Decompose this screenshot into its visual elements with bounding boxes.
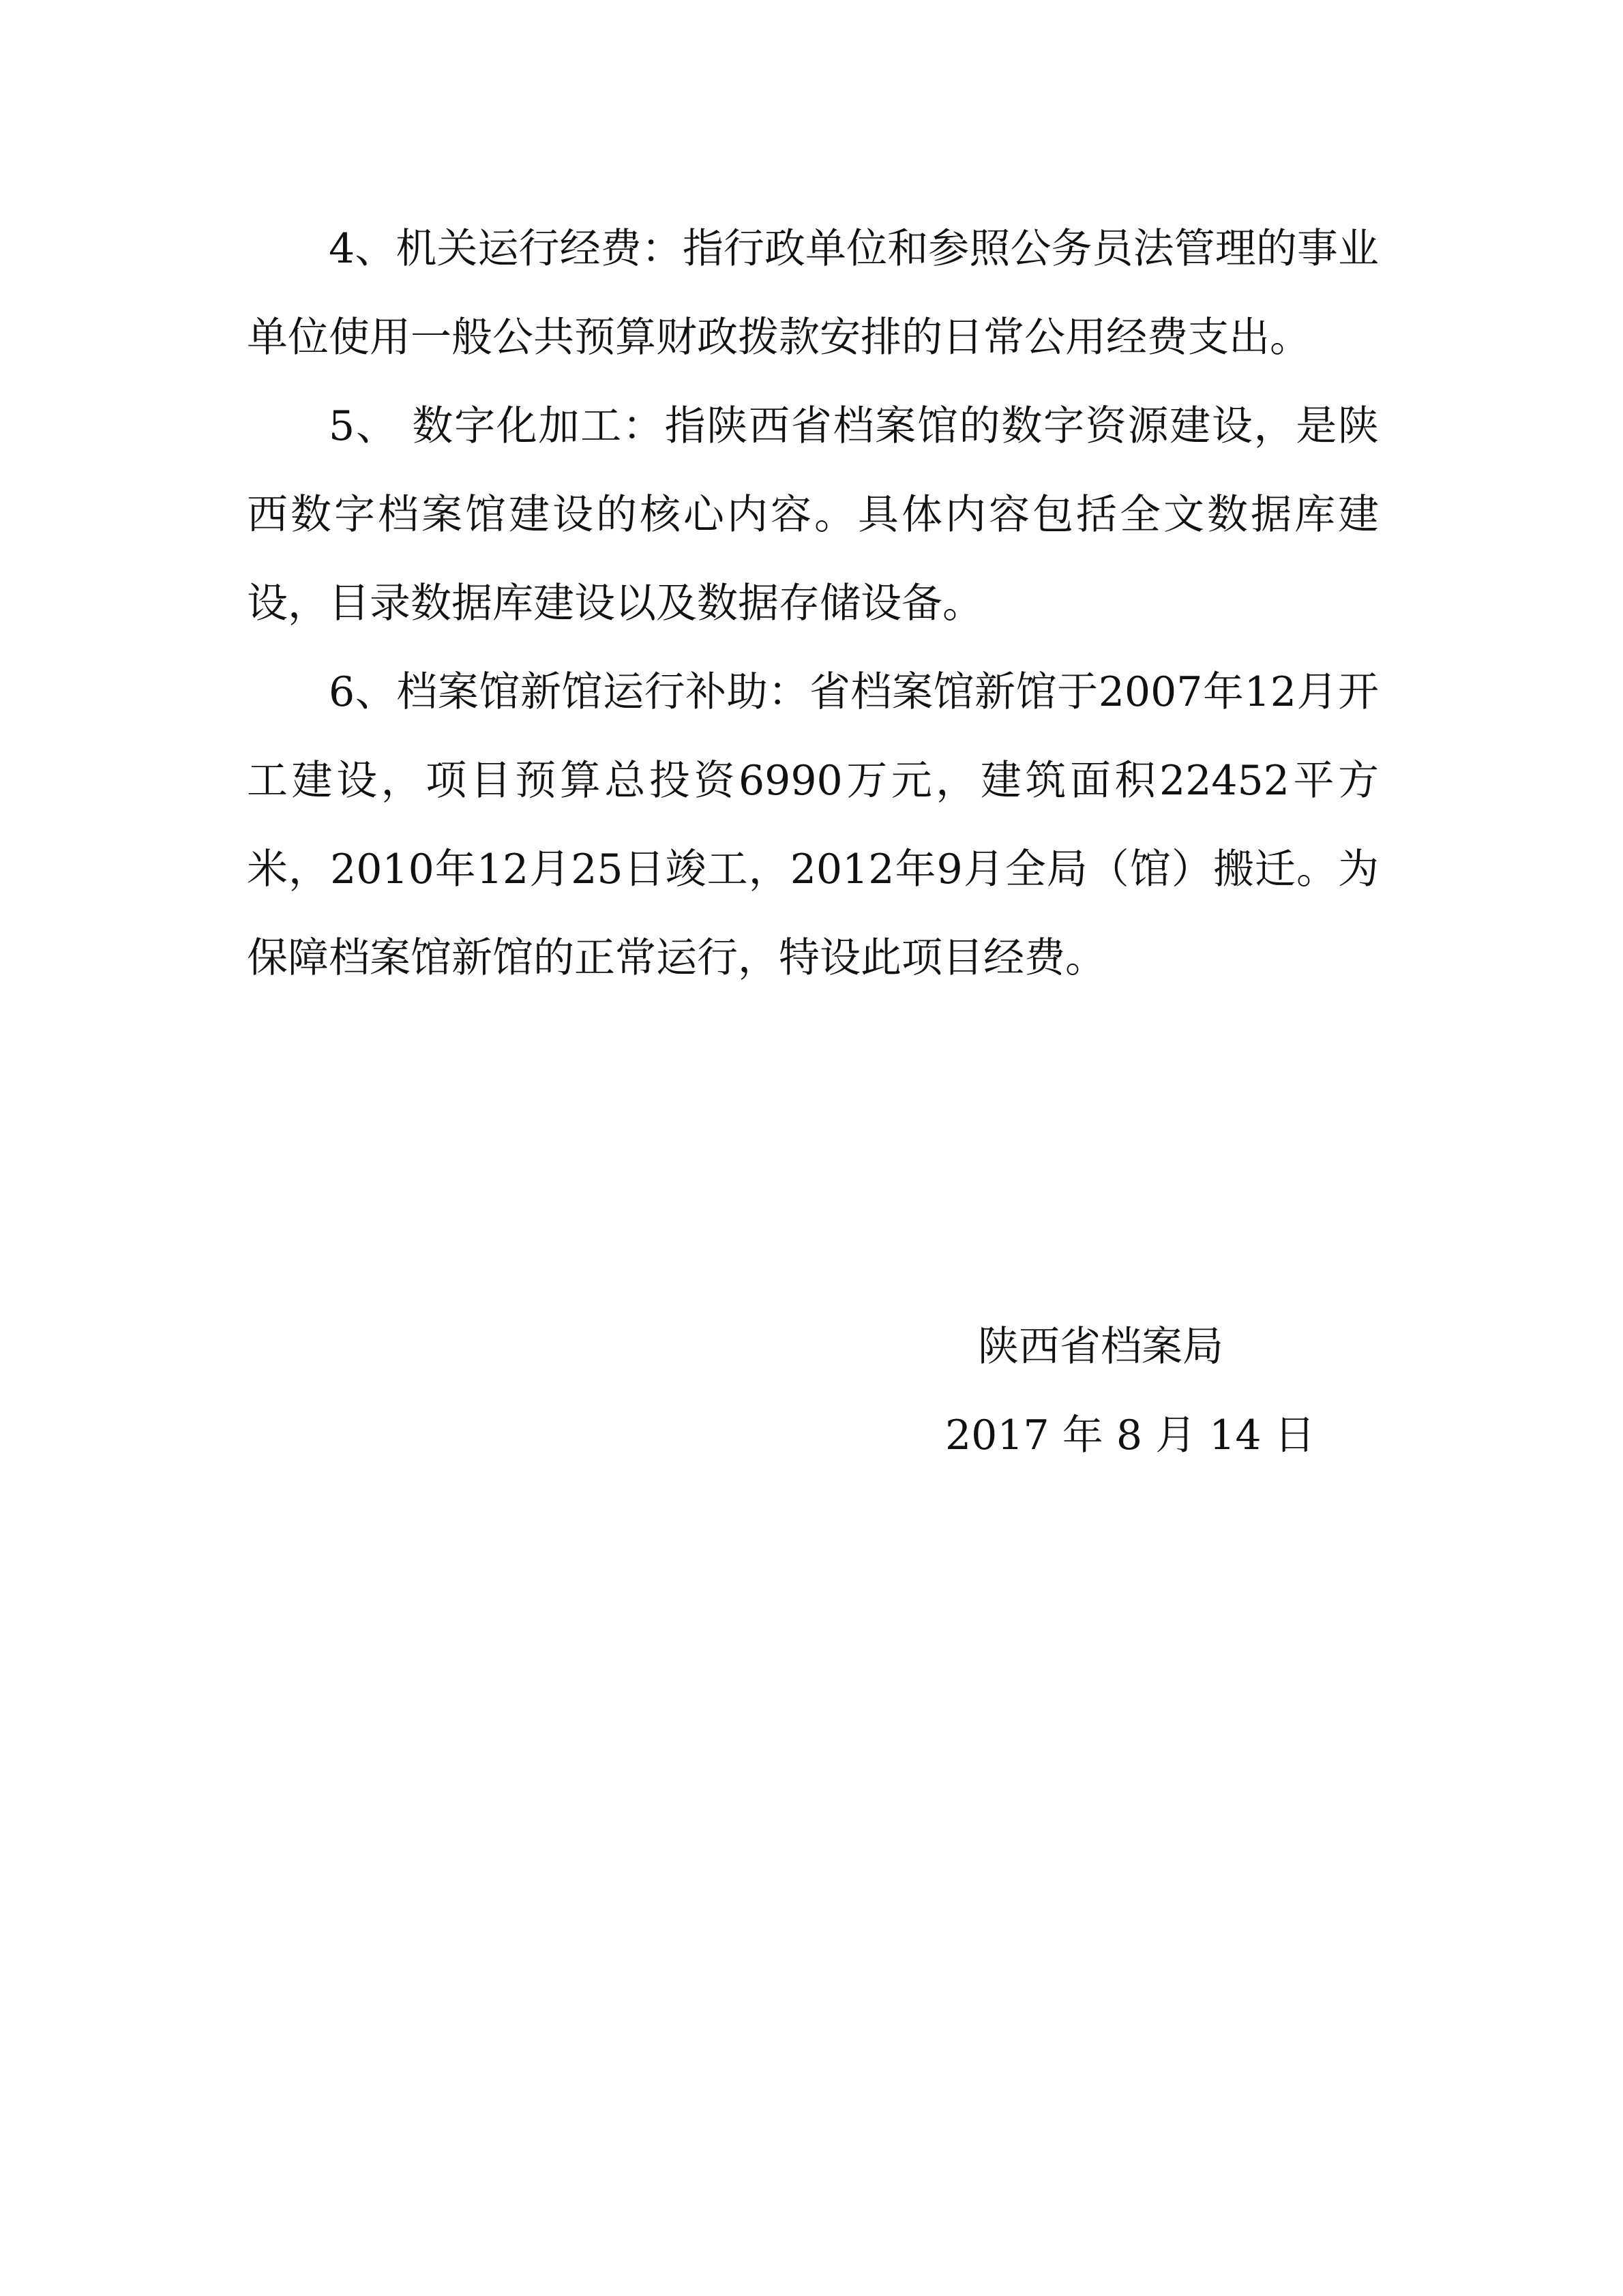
signature-date: 2017 年 8 月 14 日 [945, 1412, 1315, 1459]
paragraph-new-archive-subsidy: 6、档案馆新馆运行补助：省档案馆新馆于2007年12月开工建设，项目预算总投资6990万元，建筑面积22452平方米，2010年12月25日竣工，2012年9月全局（馆）搬迁。为保障档案馆新馆的正常运行，特设此项目经费。 [247, 668, 1379, 982]
document-body [247, 205, 1379, 1002]
paragraph-operating-expenses: 4、机关运行经费：指行政单位和参照公务员法管理的事业单位使用一般公共预算财政拨款安排的日常公用经费支出。 [247, 225, 1379, 361]
signature-organization: 陕西省档案局 [978, 1323, 1223, 1371]
paragraph-digitization: 5、 数字化加工：指陕西省档案馆的数字资源建设，是陕西数字档案馆建设的核心内容。具体内容包括全文数据库建设，目录数据库建设以及数据存储设备。 [247, 402, 1379, 627]
signature-block [818, 1302, 1378, 1480]
